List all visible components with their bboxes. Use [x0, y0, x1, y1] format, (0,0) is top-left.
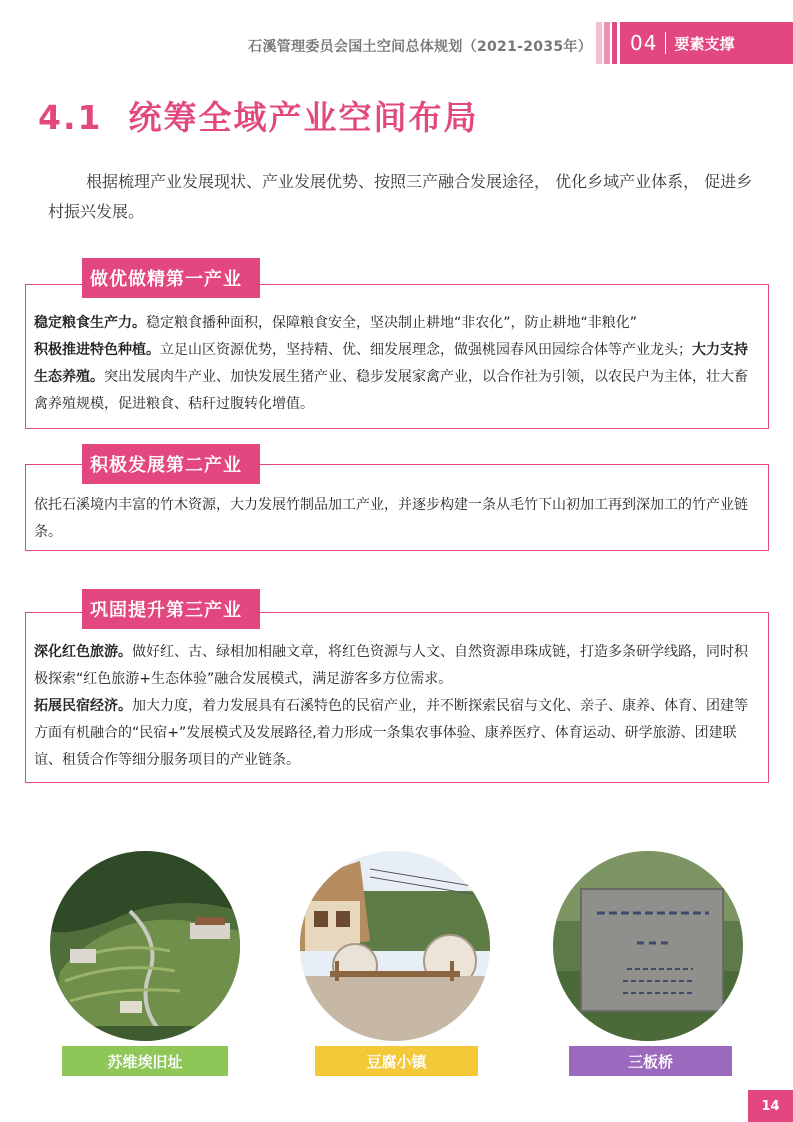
- photo-caption: 三板桥: [569, 1046, 732, 1076]
- item-heading: 稳定粮食生产力。: [34, 315, 146, 331]
- item-text: 突出发展肉牛产业、加快发展生猪产业、稳步发展家禽产业，以合作社为引领，以农民户为主体，壮大畜禽养殖规模，促进粮食、秸秆过腹转化增值。: [34, 369, 748, 412]
- item-heading: 积极推进特色种植。: [34, 342, 160, 358]
- photo-caption: 豆腐小镇: [315, 1046, 478, 1076]
- item-heading: 深化红色旅游。: [34, 644, 132, 660]
- item-heading: 拓展民宿经济。: [34, 698, 132, 714]
- list-item: [34, 693, 758, 774]
- intro-paragraph: 根据梳理产业发展现状、产业发展优势、按照三产融合发展途径， 优化乡域产业体系， 促进乡村振兴发展。: [48, 172, 753, 221]
- header-stripe: [604, 22, 610, 64]
- chapter-tab: [620, 22, 793, 64]
- section-number: 4.1: [38, 98, 103, 137]
- primary-industry-title: 做优做精第一产业: [82, 258, 260, 298]
- photo-caption: 苏维埃旧址: [62, 1046, 228, 1076]
- chapter-number: 04: [630, 31, 658, 55]
- section-heading: [38, 92, 478, 139]
- section-title: 统筹全域产业空间布局: [128, 98, 479, 137]
- heritage-stone-image: [553, 851, 743, 1041]
- terraced-village-image: [50, 851, 240, 1041]
- chapter-divider: [665, 32, 666, 54]
- item-text: 加大力度，着力发展具有石溪特色的民宿产业，并不断探索民宿与文化、亲子、康养、体育、团建等方面有机融合的“民宿+”发展模式及发展路径,着力形成一条集农事体验、康养医疗、体育运动、研学旅游、团建联谊、租赁合作等细分服务项目的产业链条。: [34, 698, 748, 768]
- three-plank-bridge-photo: [553, 851, 743, 1041]
- soviet-site-photo: [50, 851, 240, 1041]
- list-item: [34, 337, 758, 418]
- item-text: 做好红、古、绿相加相融文章，将红色资源与人文、自然资源串珠成链，打造多条研学线路，同时积极探索“红色旅游+生态体验”融合发展模式，满足游客多方位需求。: [34, 644, 748, 687]
- item-text: 立足山区资源优势，坚持精、优、细发展理念，做强桃园春风田园综合体等产业龙头；: [160, 342, 692, 358]
- secondary-industry-title: 积极发展第二产业: [82, 444, 260, 484]
- tofu-town-image: [300, 851, 490, 1041]
- tofu-town-photo: [300, 851, 490, 1041]
- item-heading: 大力支持生态养殖。: [34, 342, 748, 385]
- list-item: [34, 639, 758, 693]
- tertiary-industry-title: 巩固提升第三产业: [82, 589, 260, 629]
- secondary-industry-body: [34, 492, 758, 546]
- page-number: 14: [748, 1090, 793, 1122]
- tertiary-industry-body: [34, 639, 758, 774]
- item-text: 稳定粮食播种面积，保障粮食安全，坚决制止耕地“非农化”，防止耕地“非粮化”: [146, 315, 638, 331]
- box-text: 依托石溪境内丰富的竹木资源，大力发展竹制品加工产业，并逐步构建一条从毛竹下山初加工再到深加工的竹产业链条。: [34, 497, 748, 540]
- chapter-title: 要素支撑: [674, 34, 735, 53]
- header-stripe: [596, 22, 602, 64]
- header-stripe: [612, 22, 617, 64]
- primary-industry-body: [34, 310, 758, 418]
- list-item: [34, 310, 758, 337]
- document-title: 石溪管理委员会国土空间总体规划（2021-2035年）: [248, 39, 592, 55]
